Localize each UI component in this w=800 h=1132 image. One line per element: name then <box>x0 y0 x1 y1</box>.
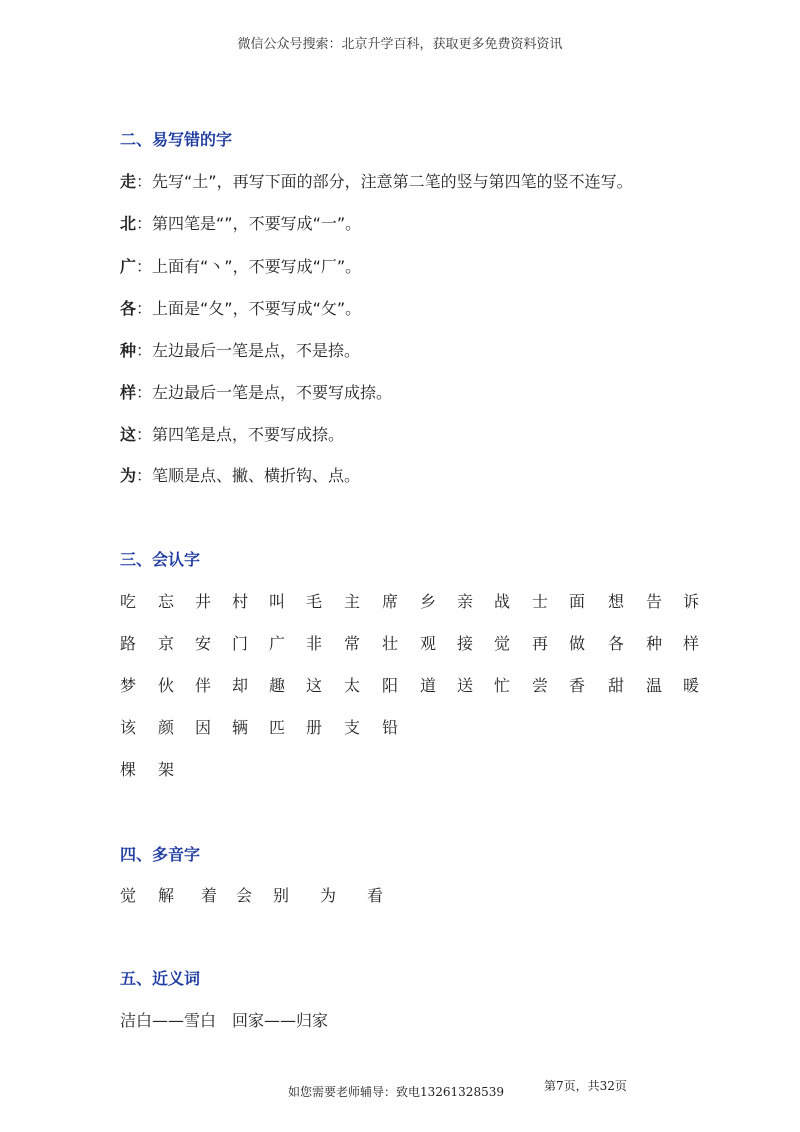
rule-text: ：左边最后一笔是点，不要写成捺。 <box>136 383 393 402</box>
section-title-polyphones: 四、多音字 <box>120 845 201 864</box>
rule-line <box>120 463 360 486</box>
char-item: 觉 <box>494 634 511 653</box>
rule-line <box>120 211 361 234</box>
rule-line <box>120 254 361 277</box>
section-title-easy-mistakes: 二、易写错的字 <box>120 130 233 149</box>
char-item: 再 <box>532 634 549 653</box>
char-item: 常 <box>344 634 361 653</box>
rule-char: 样 <box>120 383 137 402</box>
char-item: 伴 <box>195 676 212 695</box>
char-item: 这 <box>306 676 323 695</box>
char-item: 道 <box>420 676 437 695</box>
char-item: 壮 <box>382 634 399 653</box>
char-item: 辆 <box>232 718 249 737</box>
polyphone-char: 解 <box>158 886 175 905</box>
polyphone-char: 觉 <box>120 886 137 905</box>
rule-line <box>120 296 361 319</box>
char-item: 接 <box>457 634 474 653</box>
char-item: 忙 <box>494 676 511 695</box>
char-item: 诉 <box>683 592 700 611</box>
char-item: 温 <box>646 676 663 695</box>
rule-text: ：左边最后一笔是点，不是捺。 <box>136 341 361 360</box>
rule-line <box>120 422 344 445</box>
char-item: 铅 <box>382 718 399 737</box>
polyphone-char: 会 <box>236 886 253 905</box>
char-item: 棵 <box>120 760 137 779</box>
rule-text: ：上面是“夂”，不要写成“攵”。 <box>136 299 362 318</box>
char-item: 门 <box>232 634 249 653</box>
rule-text: ：先写“土”，再写下面的部分，注意第二笔的竖与第四笔的竖不连写。 <box>136 172 633 191</box>
char-item: 架 <box>158 760 175 779</box>
char-item: 种 <box>646 634 663 653</box>
char-item: 样 <box>683 634 700 653</box>
char-item: 伙 <box>158 676 175 695</box>
char-item: 席 <box>382 592 399 611</box>
rule-char: 为 <box>120 466 137 485</box>
char-item: 阳 <box>382 676 399 695</box>
rule-char: 走 <box>120 172 137 191</box>
section-title-recognize-chars: 三、会认字 <box>120 550 201 569</box>
char-item: 观 <box>420 634 437 653</box>
polyphone-char: 着 <box>201 886 218 905</box>
char-item: 主 <box>344 592 361 611</box>
char-item: 京 <box>158 634 175 653</box>
char-item: 想 <box>608 592 625 611</box>
char-item: 广 <box>269 634 286 653</box>
rule-char: 各 <box>120 299 137 318</box>
char-item: 颜 <box>158 718 175 737</box>
page-header: 微信公众号搜索：北京升学百科，获取更多免费资料资讯 <box>237 37 563 52</box>
rule-text: ：笔顺是点、撇、横折钩、点。 <box>136 466 361 485</box>
char-item: 叫 <box>269 592 286 611</box>
char-item: 毛 <box>306 592 323 611</box>
char-item: 因 <box>195 718 212 737</box>
rule-text: ：上面有“丶”，不要写成“厂”。 <box>136 257 362 276</box>
char-item: 太 <box>344 676 361 695</box>
synonyms-line: 洁白——雪白 回家——归家 <box>120 1011 329 1030</box>
rule-line <box>120 380 392 403</box>
char-item: 各 <box>608 634 625 653</box>
rule-line <box>120 169 633 192</box>
rule-char: 种 <box>120 341 137 360</box>
polyphone-char: 看 <box>367 886 384 905</box>
char-item: 安 <box>195 634 212 653</box>
char-item: 尝 <box>532 676 549 695</box>
char-item: 册 <box>306 718 323 737</box>
char-item: 忘 <box>158 592 175 611</box>
rule-char: 北 <box>120 214 137 233</box>
char-item: 乡 <box>420 592 437 611</box>
char-item: 做 <box>569 634 586 653</box>
polyphone-char: 别 <box>273 886 290 905</box>
char-item: 香 <box>569 676 586 695</box>
char-item: 暖 <box>683 676 700 695</box>
char-item: 支 <box>344 718 361 737</box>
char-item: 士 <box>532 592 549 611</box>
char-item: 却 <box>232 676 249 695</box>
section-title-synonyms: 五、近义词 <box>120 969 201 988</box>
rule-text: ：第四笔是“”，不要写成“一”。 <box>136 214 362 233</box>
char-item: 梦 <box>120 676 137 695</box>
polyphone-char: 为 <box>320 886 337 905</box>
footer-contact: 如您需要老师辅导：致电13261328539 <box>288 1085 504 1099</box>
char-item: 趣 <box>269 676 286 695</box>
char-item: 非 <box>306 634 323 653</box>
char-item: 吃 <box>120 592 137 611</box>
char-item: 该 <box>120 718 137 737</box>
rule-char: 这 <box>120 425 137 444</box>
char-item: 井 <box>195 592 212 611</box>
rule-text: ：第四笔是点，不要写成捺。 <box>136 425 345 444</box>
char-item: 村 <box>232 592 249 611</box>
char-item: 送 <box>457 676 474 695</box>
char-item: 亲 <box>457 592 474 611</box>
page-number: 第7页，共32页 <box>544 1079 627 1093</box>
char-item: 匹 <box>269 718 286 737</box>
char-item: 甜 <box>608 676 625 695</box>
rule-char: 广 <box>120 257 137 276</box>
char-item: 战 <box>494 592 511 611</box>
rule-line <box>120 338 360 361</box>
char-item: 路 <box>120 634 137 653</box>
char-item: 面 <box>569 592 586 611</box>
char-item: 告 <box>646 592 663 611</box>
